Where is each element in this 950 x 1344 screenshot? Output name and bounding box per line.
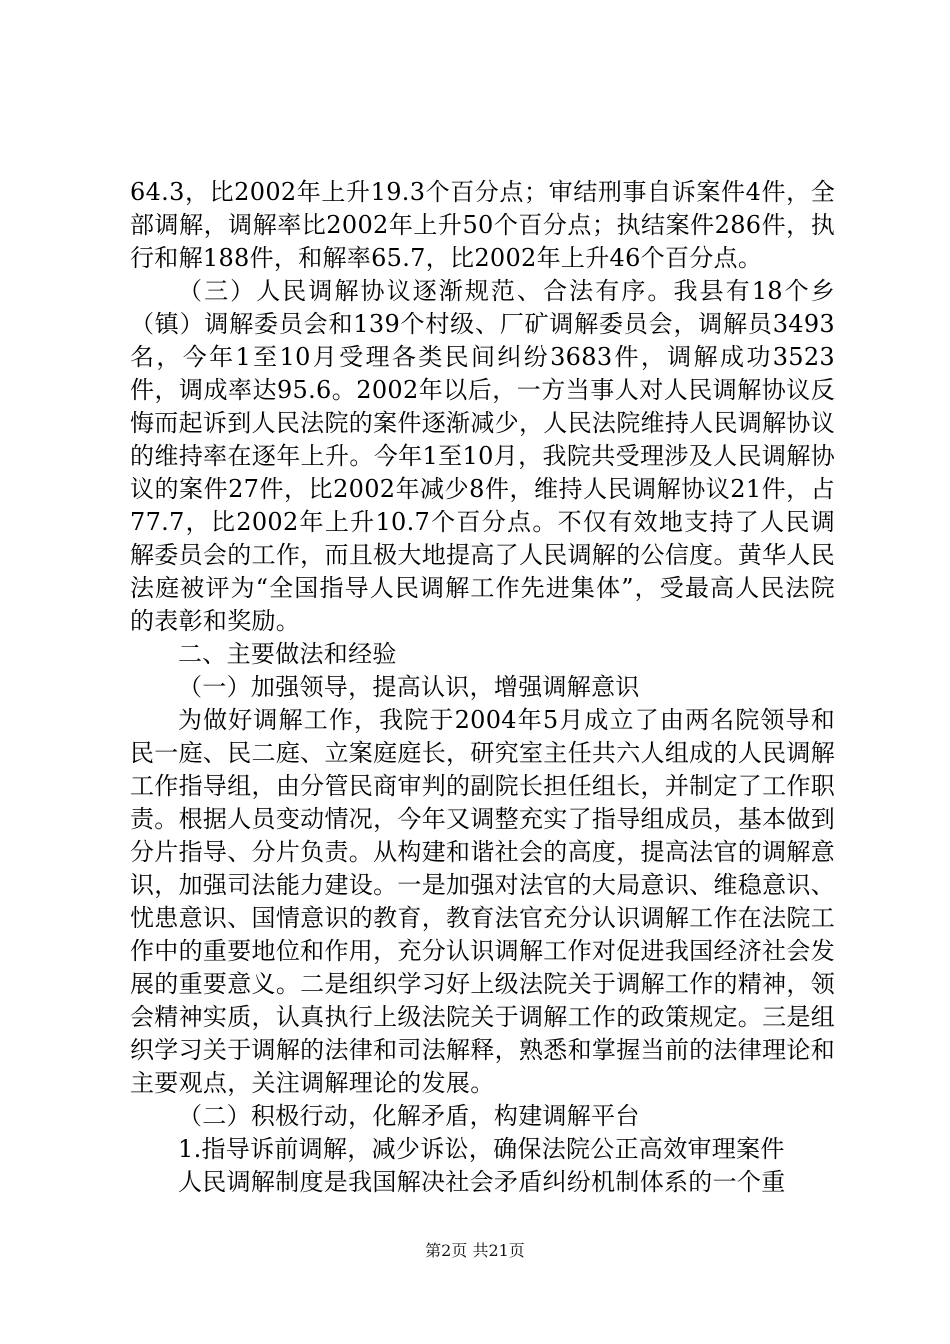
document-body xyxy=(130,176,835,1199)
paragraph-2: （三）人民调解协议逐渐规范、合法有序。我县有18个乡（镇）调解委员会和139个村级、厂矿调解委员会，调解员3493名，今年1至10月受理各类民间纠纷3683件，调解成功3523件，调成率达95.6。2002年以后，一方当事人对人民调解协议反悔而起诉到人民法院的案件逐渐减少，人民法院维持人民调解协议的维持率在逐年上升。今年1至10月，我院共受理涉及人民调解协议的案件27件，比2002年减少8件，维持人民调解协议21件，占77.7，比2002年上升10.7个百分点。不仅有效地支持了人民调解委员会的工作，而且极大地提高了人民调解的公信度。黄华人民法庭被评为“全国指导人民调解工作先进集体”，受最高人民法院的表彰和奖励。 xyxy=(130,277,835,635)
section-heading: 二、主要做法和经验 xyxy=(178,640,397,668)
subsection-heading-2: （二）积极行动，化解矛盾，构建调解平台 xyxy=(178,1102,640,1130)
subsection-heading-1: （一）加强领导，提高认识，增强调解意识 xyxy=(178,673,640,701)
paragraph-1: 64.3，比2002年上升19.3个百分点；审结刑事自诉案件4件，全部调解，调解率比2002年上升50个百分点；执结案件286件，执行和解188件，和解率65.7，比2002年上升46个百分点。 xyxy=(130,178,835,272)
page-footer: 第2页 共21页 xyxy=(425,1241,525,1260)
numbered-heading-1: 1.指导诉前调解，减少诉讼，确保法院公正高效审理案件 xyxy=(178,1135,785,1163)
paragraph-4: 人民调解制度是我国解决社会矛盾纠纷机制体系的一个重 xyxy=(178,1168,786,1196)
paragraph-3: 为做好调解工作，我院于2004年5月成立了由两名院领导和民一庭、民二庭、立案庭庭长，研究室主任共六人组成的人民调解工作指导组，由分管民商审判的副院长担任组长，并制定了工作职责。根据人员变动情况，今年又调整充实了指导组成员，基本做到分片指导、分片负责。从构建和谐社会的高度，提高法官的调解意识，加强司法能力建设。一是加强对法官的大局意识、维稳意识、忧患意识、国情意识的教育，教育法官充分认识调解工作在法院工作中的重要地位和作用，充分认识调解工作对促进我国经济社会发展的重要意义。二是组织学习好上级法院关于调解工作的精神，领会精神实质，认真执行上级法院关于调解工作的政策规定。三是组织学习关于调解的法律和司法解释，熟悉和掌握当前的法律理论和主要观点，关注调解理论的发展。 xyxy=(130,706,835,1097)
